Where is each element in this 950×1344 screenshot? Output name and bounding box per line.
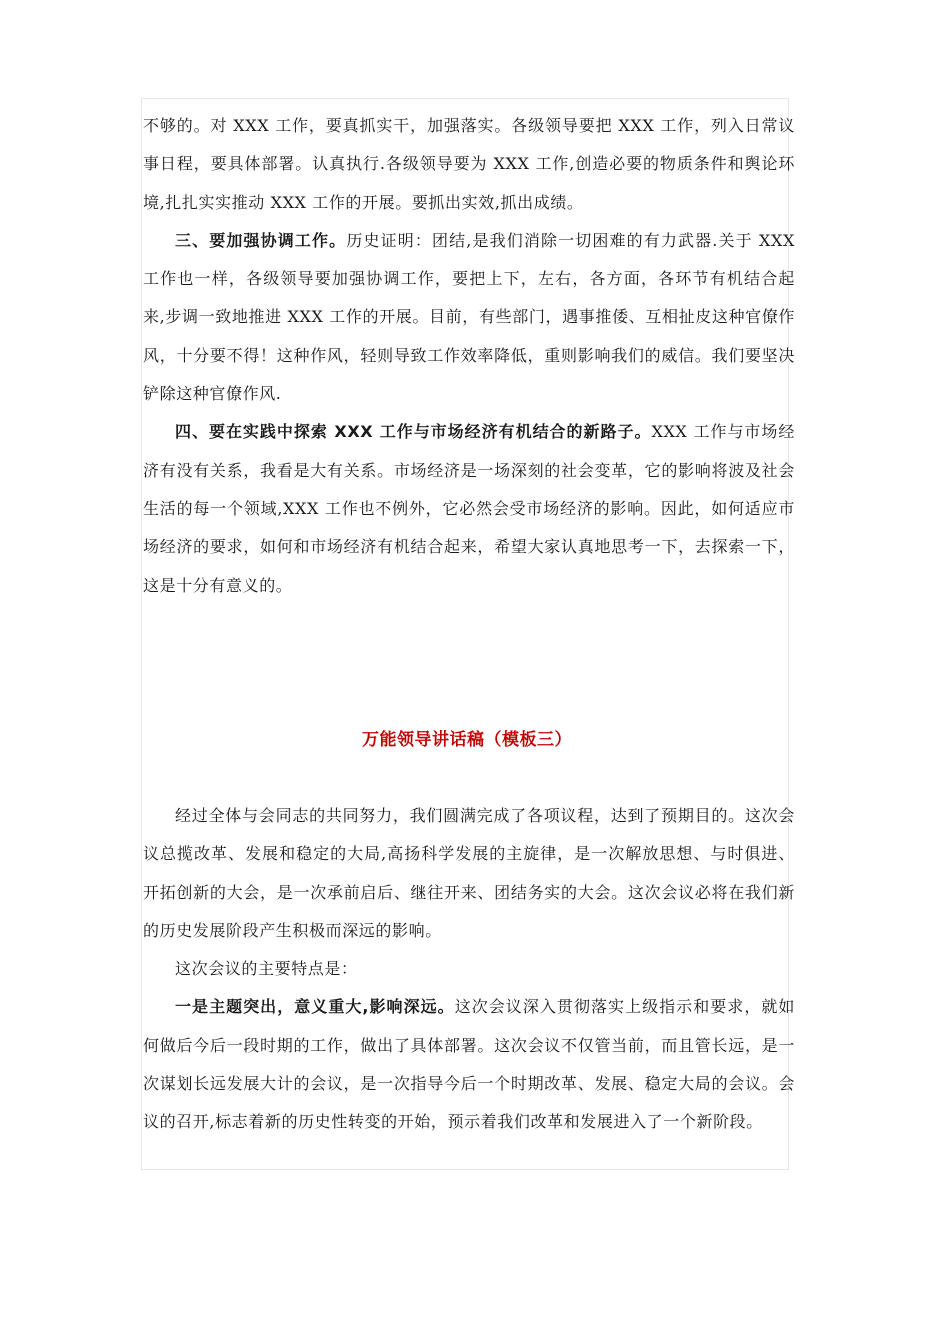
paragraph-continued: 不够的。对 XXX 工作，要真抓实干，加强落实。各级领导要把 XXX 工作，列入日常议事日程，要具体部署。认真执行.各级领导要为 XXX 工作,创造必要的物质条件和舆论环境,扎扎实实推动 XXX 工作的开展。要抓出实效,抓出成绩。: [143, 116, 795, 212]
paragraph-point-three: [143, 222, 795, 413]
paragraph-point-one: [143, 988, 795, 1141]
point-three-heading: 三、要加强协调工作。: [175, 230, 347, 250]
paragraph-features-lead: 这次会议的主要特点是：: [175, 959, 358, 979]
point-four-heading: 四、要在实践中探索 XXX 工作与市场经济有机结合的新路子。: [175, 422, 652, 442]
paragraph-point-four: [143, 413, 795, 604]
paragraph-intro: 经过全体与会同志的共同努力，我们圆满完成了各项议程，达到了预期目的。这次会议总揽改革、发展和稳定的大局,高扬科学发展的主旋律，是一次解放思想、与时俱进、开拓创新的大会，是一次承前启后、继往开来、团结务实的大会。这次会议必将在我们新的历史发展阶段产生积极而深远的影响。: [143, 806, 795, 940]
point-four-body: XXX 工作与市场经济有没有关系，我看是大有关系。市场经济是一场深刻的社会变革，它的影响将波及社会生活的每一个领域,XXX 工作也不例外，它必然会受市场经济的影响。因此，如何适应市场经济的要求，如何和市场经济有机结合起来，希望大家认真地思考一下，去探索一下，这是十分有意义的。: [143, 422, 795, 595]
point-three-body: 历史证明：团结,是我们消除一切困难的有力武器.关于 XXX 工作也一样，各级领导要加强协调工作，要把上下，左右，各方面，各环节有机结合起来,步调一致地推进 XXX 工作的开展。目前，有些部门，遇事推倭、互相扯皮这种官僚作风，十分要不得！这种作风，轻则导致工作效率降低，重则影响我们的威信。我们要坚决铲除这种官僚作风.: [143, 230, 795, 404]
point-one-heading: 一是主题突出，意义重大,影响深远。: [175, 997, 455, 1017]
document-body-bottom: [143, 797, 795, 1142]
section-title: 万能领导讲话稿（模板三）: [362, 730, 572, 750]
document-body-top: [143, 107, 795, 605]
point-one-body: 这次会议深入贯彻落实上级指示和要求，就如何做后今后一段时期的工作，做出了具体部署。这次会议不仅管当前，而且管长远，是一次谋划长远发展大计的会议，是一次指导今后一个时期改革、发展、稳定大局的会议。会议的召开,标志着新的历史性转变的开始，预示着我们改革和发展进入了一个新阶段。: [143, 997, 795, 1132]
